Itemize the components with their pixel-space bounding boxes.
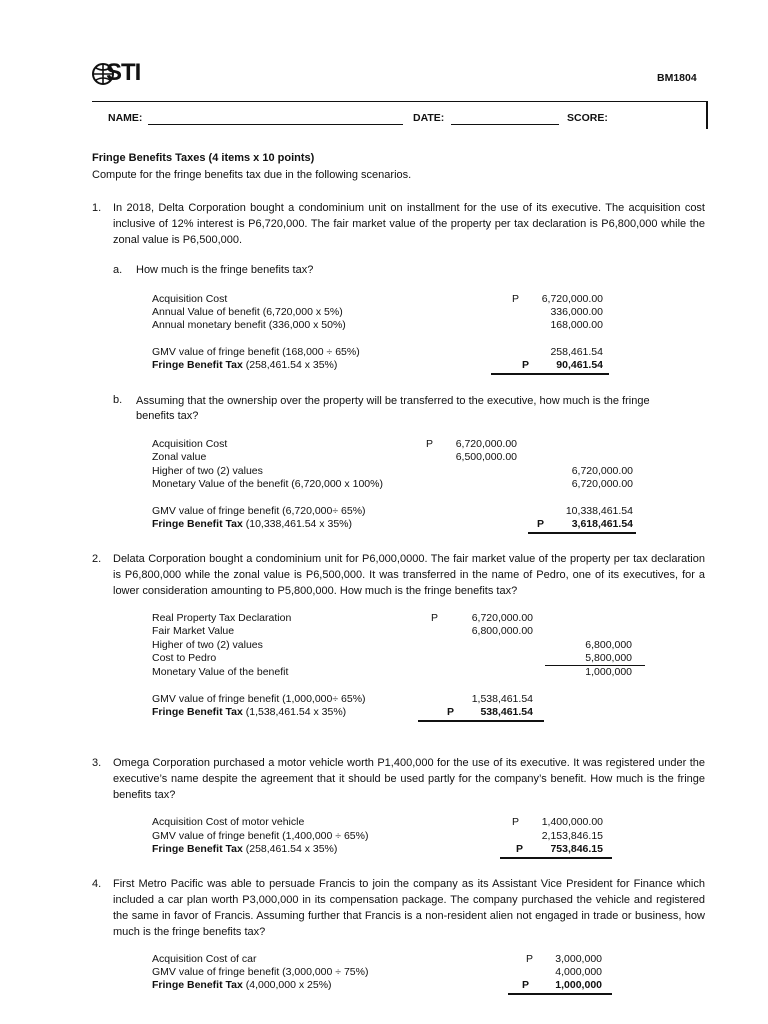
- name-field[interactable]: [148, 124, 403, 125]
- table-row-label: Annual Value of benefit (6,720,000 x 5%): [152, 306, 343, 318]
- q1-text: In 2018, Delta Corporation bought a condominium unit on installment for the use of its executive. The acquisition cost inclusive of 12% interest is P6,720,000. The fair market value of the property per tax declaration is P6,800,000 while the zonal value is P6,500,000.: [113, 202, 705, 246]
- table-row-label: Real Property Tax Declaration: [152, 612, 292, 624]
- total-value: 1,000,000: [555, 979, 602, 991]
- total-underline: [500, 857, 612, 859]
- date-label: DATE:: [413, 112, 445, 124]
- peso-sign: P: [512, 816, 520, 828]
- total-row-label: Fringe Benefit Tax (258,461.54 x 35%): [152, 843, 338, 855]
- peso-sign: P: [426, 438, 434, 450]
- q1a-question: How much is the fringe benefits tax?: [136, 264, 314, 276]
- table-row-value: 6,720,000.00: [471, 612, 533, 624]
- table-row-label: Higher of two (2) values: [152, 639, 263, 651]
- peso-sign: P: [537, 518, 545, 530]
- table-row-value: 6,720,000.00: [571, 478, 633, 490]
- q3-text: Omega Corporation purchased a motor vehicle worth P1,400,000 for the use of its executive. It was registered under the executive’s name despite the agreement that it should be used partly for the company’s benefit. How much is the fringe benefits tax?: [113, 757, 705, 801]
- table-row-label: Acquisition Cost of motor vehicle: [152, 816, 305, 828]
- q1b-letter: b.: [113, 394, 123, 406]
- table-row-value: 6,800,000.00: [471, 625, 533, 637]
- table-row-value: 6,800,000: [585, 639, 632, 651]
- table-row-value: 5,800,000: [585, 652, 632, 664]
- q2-number: 2.: [92, 553, 102, 565]
- total-row-label: Fringe Benefit Tax (4,000,000 x 25%): [152, 979, 332, 991]
- q1b-question: Assuming that the ownership over the property will be transferred to the executive, how much is the fringe benefits tax?: [136, 395, 650, 422]
- table-row-value: 2,153,846.15: [541, 830, 603, 842]
- q2-text: Delata Corporation bought a condominium unit for P6,000,0000. The fair market value of the property per tax declaration is P6,800,000 while the zonal value is P6,500,000. It was transferred in the name of Pedro, one of its executives, for a lower consideration amounting to P5,800,000. How much is the fringe benefits tax?: [113, 553, 705, 597]
- total-underline: [491, 373, 609, 375]
- table-row-label: Fair Market Value: [152, 625, 235, 637]
- peso-sign: P: [447, 706, 455, 718]
- total-value: 538,461.54: [480, 706, 533, 718]
- table-row-value: 6,720,000.00: [541, 293, 603, 305]
- table-row-label: Annual monetary benefit (336,000 x 50%): [152, 319, 346, 331]
- table-row-label: GMV value of fringe benefit (168,000 ÷ 65%): [152, 346, 360, 358]
- total-underline: [418, 720, 544, 722]
- document-code: BM1804: [657, 72, 697, 84]
- total-row-label: Fringe Benefit Tax (10,338,461.54 x 35%): [152, 518, 352, 530]
- table-row-label: Cost to Pedro: [152, 652, 217, 664]
- table-row-value: 1,538,461.54: [471, 693, 533, 705]
- peso-sign: P: [516, 843, 524, 855]
- section-instruction: Compute for the fringe benefits tax due in the following scenarios.: [92, 169, 412, 181]
- table-row-value: 6,720,000.00: [455, 438, 517, 450]
- table-row-label: Acquisition Cost of car: [152, 953, 257, 965]
- table-row-value: 4,000,000: [555, 966, 602, 978]
- table-row-value: 6,500,000.00: [455, 451, 517, 463]
- name-label: NAME:: [108, 112, 143, 124]
- header-rule: [92, 101, 706, 102]
- total-row-label: Fringe Benefit Tax (258,461.54 x 35%): [152, 359, 338, 371]
- sti-logo: [92, 57, 150, 89]
- table-row-label: Acquisition Cost: [152, 293, 228, 305]
- total-underline: [508, 993, 612, 995]
- table-row-label: Monetary Value of the benefit: [152, 666, 289, 678]
- table-row-label: Higher of two (2) values: [152, 465, 263, 477]
- table-row-value: 168,000.00: [550, 319, 603, 331]
- table-row-label: GMV value of fringe benefit (1,400,000 ÷ 65%): [152, 830, 369, 842]
- section-title: Fringe Benefits Taxes (4 items x 10 points): [92, 152, 315, 164]
- score-label: SCORE:: [567, 112, 608, 124]
- table-row-value: 1,000,000: [585, 666, 632, 678]
- q4-number: 4.: [92, 878, 102, 890]
- q1-number: 1.: [92, 202, 102, 214]
- peso-sign: P: [522, 359, 530, 371]
- q1a-letter: a.: [113, 264, 123, 276]
- table-row-label: GMV value of fringe benefit (3,000,000 ÷ 75%): [152, 966, 369, 978]
- table-row-value: 10,338,461.54: [565, 505, 633, 517]
- peso-sign: P: [431, 612, 439, 624]
- peso-sign: P: [512, 293, 520, 305]
- header-vertical-rule: [706, 101, 708, 129]
- table-row-label: GMV value of fringe benefit (6,720,000÷ 65%): [152, 505, 366, 517]
- table-row-value: 3,000,000: [555, 953, 602, 965]
- peso-sign: P: [526, 953, 534, 965]
- table-row-value: 336,000.00: [550, 306, 603, 318]
- q3-number: 3.: [92, 757, 102, 769]
- total-value: 753,846.15: [550, 843, 603, 855]
- table-row-label: GMV value of fringe benefit (1,000,000÷ 65%): [152, 693, 366, 705]
- table-row-value: 258,461.54: [550, 346, 603, 358]
- date-field[interactable]: [451, 124, 559, 125]
- table-row-value: 1,400,000.00: [541, 816, 603, 828]
- total-row-label: Fringe Benefit Tax (1,538,461.54 x 35%): [152, 706, 347, 718]
- table-row-value: 6,720,000.00: [571, 465, 633, 477]
- table-row-label: Monetary Value of the benefit (6,720,000 x 100%): [152, 478, 383, 490]
- q4-text: First Metro Pacific was able to persuade Francis to join the company as its Assistant Vice President for Finance which included a car plan worth P3,000,000 in its compensation package. The company purchased the vehicle and registered the same in favor of Francis. Assuming further that Francis is a non-resident alien not engaged in trade or business, how much is the fringe benefits tax?: [113, 878, 705, 938]
- peso-sign: P: [522, 979, 530, 991]
- total-value: 3,618,461.54: [571, 518, 633, 530]
- total-underline: [528, 532, 636, 534]
- logo-text: STI: [106, 59, 141, 86]
- table-row-label: Zonal value: [152, 451, 207, 463]
- table-row-label: Acquisition Cost: [152, 438, 228, 450]
- total-value: 90,461.54: [556, 359, 603, 371]
